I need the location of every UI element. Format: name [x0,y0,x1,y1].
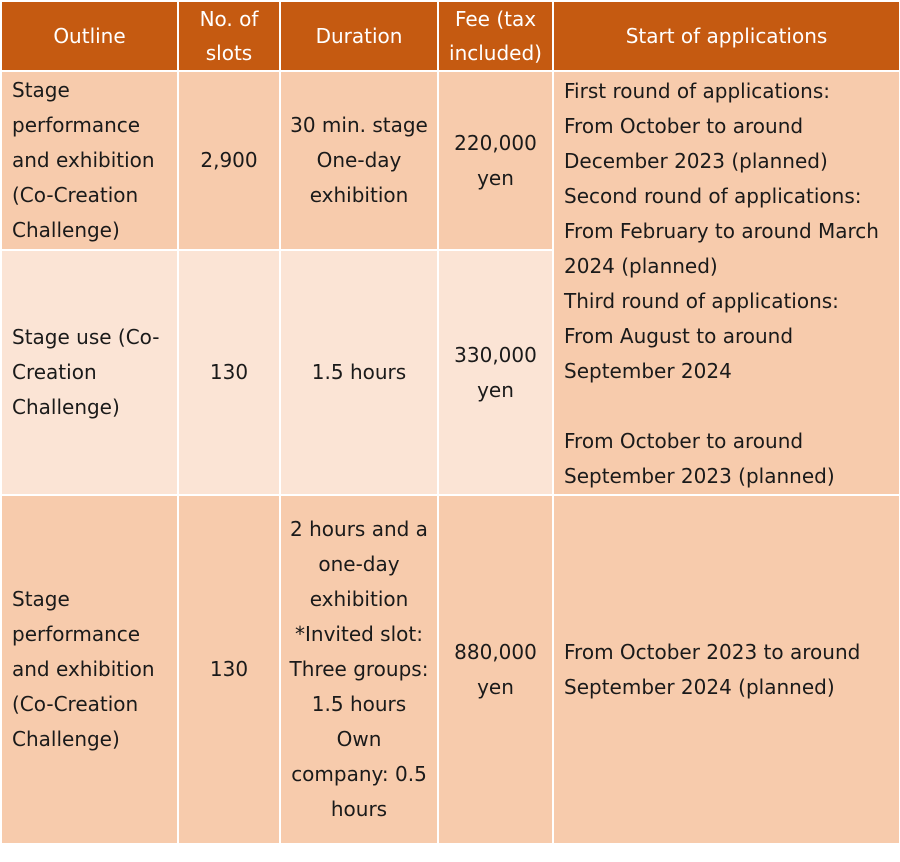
slots-cell: 130 [178,495,280,844]
applications-schedule-cell [553,71,900,495]
outline-cell: Stage use (Co-Creation Challenge) [1,250,178,495]
fee-cell: 220,000 yen [438,71,553,250]
fee-cell: 330,000 yen [438,250,553,495]
duration-cell: 1.5 hours [280,250,438,495]
slots-cell: 2,900 [178,71,280,250]
header-start: Start of applications [553,1,900,71]
fee-cell: 880,000 yen [438,495,553,844]
duration-cell: 2 hours and a one-day exhibition *Invited slot: Three groups: 1.5 hours Own company: 0.5 hours [280,495,438,844]
start-cell: From October 2023 to around September 2024 (planned) [553,495,900,844]
duration-cell: 30 min. stage One-day exhibition [280,71,438,250]
header-duration: Duration [280,1,438,71]
header-fee: Fee (tax included) [438,1,553,71]
table-header-row [1,1,900,71]
slots-cell: 130 [178,250,280,495]
outline-cell: Stage performance and exhibition (Co-Creation Challenge) [1,495,178,844]
first-round-text: First round of applications: From October to around December 2023 (planned) [564,79,830,173]
stage-use-period-text: From October to around September 2023 (planned) [564,429,835,488]
table-row [1,71,900,250]
table-row [1,495,900,844]
third-round-text: Third round of applications: From August to around September 2024 [564,289,839,383]
second-round-text: Second round of applications: From February to around March 2024 (planned) [564,184,879,278]
outline-cell: Stage performance and exhibition (Co-Creation Challenge) [1,71,178,250]
header-outline: Outline [1,1,178,71]
header-slots: No. of slots [178,1,280,71]
